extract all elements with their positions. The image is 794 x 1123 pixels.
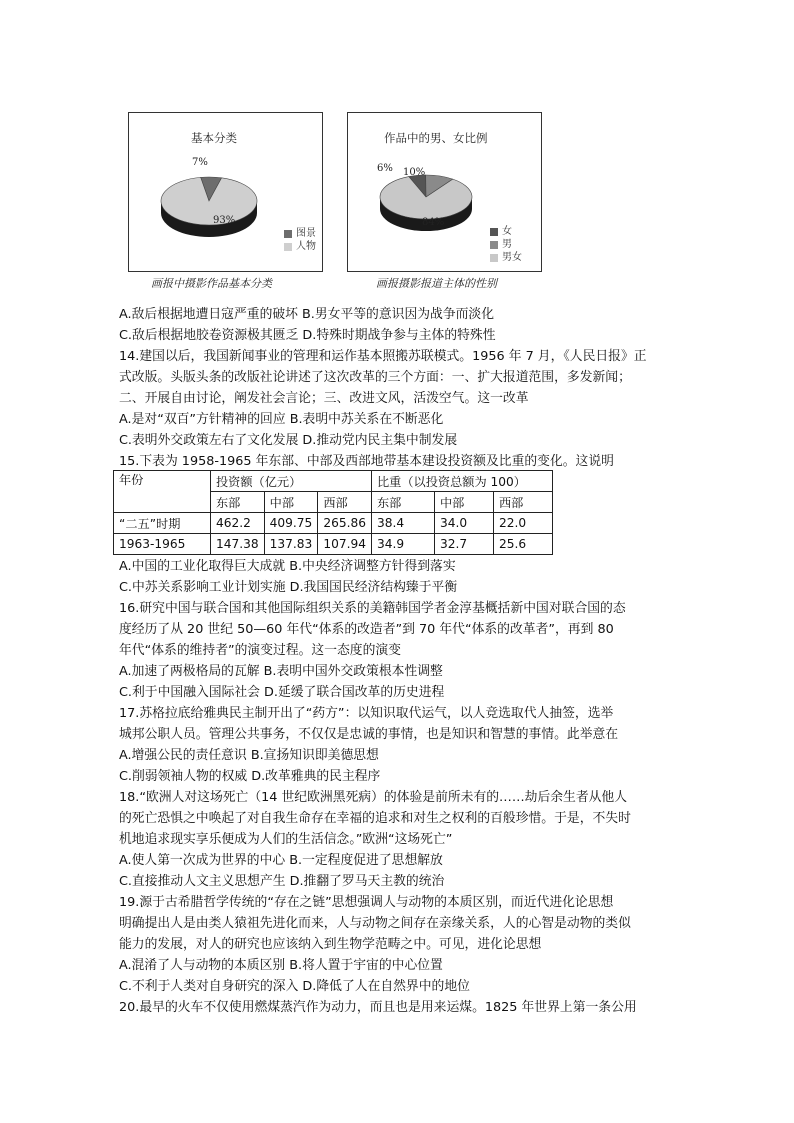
region-header: 西部	[318, 492, 372, 513]
legend-label: 图景	[296, 228, 316, 239]
questions-after-table	[119, 556, 684, 1018]
region-header: 中部	[434, 492, 493, 513]
region-header: 西部	[493, 492, 552, 513]
text-line: 二、开展自由讨论，阐发社会言论；三、改进文风，活泼空气。这一改革	[119, 391, 529, 406]
header-year: 年份	[114, 471, 211, 513]
value-cell: 38.4	[371, 513, 434, 534]
text-line: 明确提出人是由类人猿祖先进化而来，人与动物之间存在亲缘关系，人的心智是动物的类似	[119, 916, 631, 931]
legend-label: 男	[502, 239, 512, 250]
value-cell: 147.38	[211, 534, 265, 555]
text-line: 的死亡恐惧之中唤起了对自我生命存在幸福的追求和对生之权利的百般珍惜。于是，不失时	[119, 811, 631, 826]
text-line: A.使人第一次成为世界的中心 B.一定程度促进了思想解放	[119, 853, 443, 868]
text-line: 度经历了从 20 世纪 50—60 年代“体系的改造者”到 70 年代“体系的改革者”，再到 80	[119, 622, 614, 637]
chart-legend	[490, 225, 522, 264]
period-cell: 1963-1965	[114, 534, 211, 555]
pie-value-label: 93%	[213, 215, 236, 226]
pie-chart-gender-ratio	[347, 112, 542, 272]
legend-item	[490, 225, 522, 238]
text-line: C.敌后根据地胶卷资源极其匮乏 D.特殊时期战争参与主体的特殊性	[119, 328, 496, 343]
region-header: 东部	[371, 492, 434, 513]
questions-before-table	[119, 304, 684, 472]
text-line: 14.建国以后，我国新闻事业的管理和运作基本照搬苏联模式。1956 年 7 月，《人民日报》正	[119, 349, 647, 364]
text-line: A.混淆了人与动物的本质区别 B.将人置于宇宙的中心位置	[119, 958, 443, 973]
table-header-row	[114, 471, 553, 492]
text-line: A.增强公民的责任意识 B.宣扬知识即美德思想	[119, 748, 379, 763]
period-cell: “二五”时期	[114, 513, 211, 534]
value-cell: 34.9	[371, 534, 434, 555]
text-line: A.加速了两极格局的瓦解 B.表明中国外交政策根本性调整	[119, 664, 443, 679]
text-line: 17.苏格拉底给雅典民主制开出了“药方”：以知识取代运气，以人竞选取代人抽签，选举	[119, 706, 614, 721]
investment-table	[113, 470, 553, 555]
text-line: 20.最早的火车不仅使用燃煤蒸汽作为动力，而且也是用来运煤。1825 年世界上第一条公用	[119, 1000, 637, 1015]
value-cell: 34.0	[434, 513, 493, 534]
value-cell: 265.86	[318, 513, 372, 534]
text-line: 16.研究中国与联合国和其他国际组织关系的美籍韩国学者金淳基概括新中国对联合国的态	[119, 601, 626, 616]
legend-swatch	[284, 243, 292, 251]
table-row	[114, 513, 553, 534]
value-cell: 107.94	[318, 534, 372, 555]
text-line: A.是对“双百”方针精神的回应 B.表明中苏关系在不断恶化	[119, 412, 444, 427]
value-cell: 137.83	[264, 534, 318, 555]
text-line: 能力的发展，对人的研究也应该纳入到生物学范畴之中。可见，进化论思想	[119, 937, 542, 952]
pie-value-label: 84%	[422, 217, 445, 228]
legend-item	[490, 251, 522, 264]
value-cell: 32.7	[434, 534, 493, 555]
legend-swatch	[284, 230, 292, 238]
text-line: 15.下表为 1958-1965 年东部、中部及西部地带基本建设投资额及比重的变化。这说明	[119, 454, 614, 469]
legend-swatch	[490, 254, 498, 262]
legend-label: 男女	[502, 252, 522, 263]
chart-title: 基本分类	[191, 131, 237, 145]
header-invest: 投资额（亿元）	[211, 471, 372, 492]
text-line: A.敌后根据地遭日寇严重的破坏 B.男女平等的意识因为战争而淡化	[119, 307, 495, 322]
text-line: C.削弱领袖人物的权威 D.改革雅典的民主程序	[119, 769, 381, 784]
pie-value-label: 10%	[403, 167, 426, 178]
header-ratio: 比重（以投资总额为 100）	[371, 471, 552, 492]
value-cell: 22.0	[493, 513, 552, 534]
chart-caption: 画报中摄影作品基本分类	[151, 277, 272, 290]
pie-chart-basic-classification	[128, 112, 323, 272]
table-row	[114, 534, 553, 555]
value-cell: 462.2	[211, 513, 265, 534]
value-cell: 25.6	[493, 534, 552, 555]
text-line: 年代“体系的维持者”的演变过程。这一态度的演变	[119, 643, 401, 658]
text-line: 18.“欧洲人对这场死亡（14 世纪欧洲黑死病）的体验是前所未有的……劫后余生者从他人	[119, 790, 628, 805]
region-header: 东部	[211, 492, 265, 513]
legend-swatch	[490, 241, 498, 249]
text-line: 城邦公职人员。管理公共事务，不仅仅是忠诚的事情，也是知识和智慧的事情。此举意在	[119, 727, 619, 742]
legend-item	[284, 240, 316, 253]
legend-swatch	[490, 228, 498, 236]
text-line: A.中国的工业化取得巨大成就 B.中央经济调整方针得到落实	[119, 559, 456, 574]
text-line: C.表明外交政策左右了文化发展 D.推动党内民主集中制发展	[119, 433, 458, 448]
text-line: 式改版。头版头条的改版社论讲述了这次改革的三个方面：一、扩大报道范围，多发新闻；	[119, 370, 631, 385]
text-line: C.中苏关系影响工业计划实施 D.我国国民经济结构臻于平衡	[119, 580, 458, 595]
chart-title: 作品中的男、女比例	[384, 131, 488, 145]
value-cell: 409.75	[264, 513, 318, 534]
legend-label: 女	[502, 226, 512, 237]
region-header: 中部	[264, 492, 318, 513]
text-line: C.不利于人类对自身研究的深入 D.降低了人在自然界中的地位	[119, 979, 470, 994]
text-line: C.直接推动人文主义思想产生 D.推翻了罗马天主教的统治	[119, 874, 445, 889]
legend-item	[284, 227, 316, 240]
text-line: C.利于中国融入国际社会 D.延缓了联合国改革的历史进程	[119, 685, 445, 700]
text-line: 机地追求现实享乐便成为人们的生活信念。”欧洲“这场死亡”	[119, 832, 453, 847]
text-line: 19.源于古希腊哲学传统的“存在之链”思想强调人与动物的本质区别，而近代进化论思想	[119, 895, 614, 910]
legend-item	[490, 238, 522, 251]
chart-caption: 画报摄影报道主体的性别	[376, 277, 497, 290]
chart-legend	[284, 227, 316, 253]
pie-value-label: 6%	[377, 163, 393, 174]
legend-label: 人物	[296, 241, 316, 252]
pie-value-label: 7%	[192, 157, 208, 168]
